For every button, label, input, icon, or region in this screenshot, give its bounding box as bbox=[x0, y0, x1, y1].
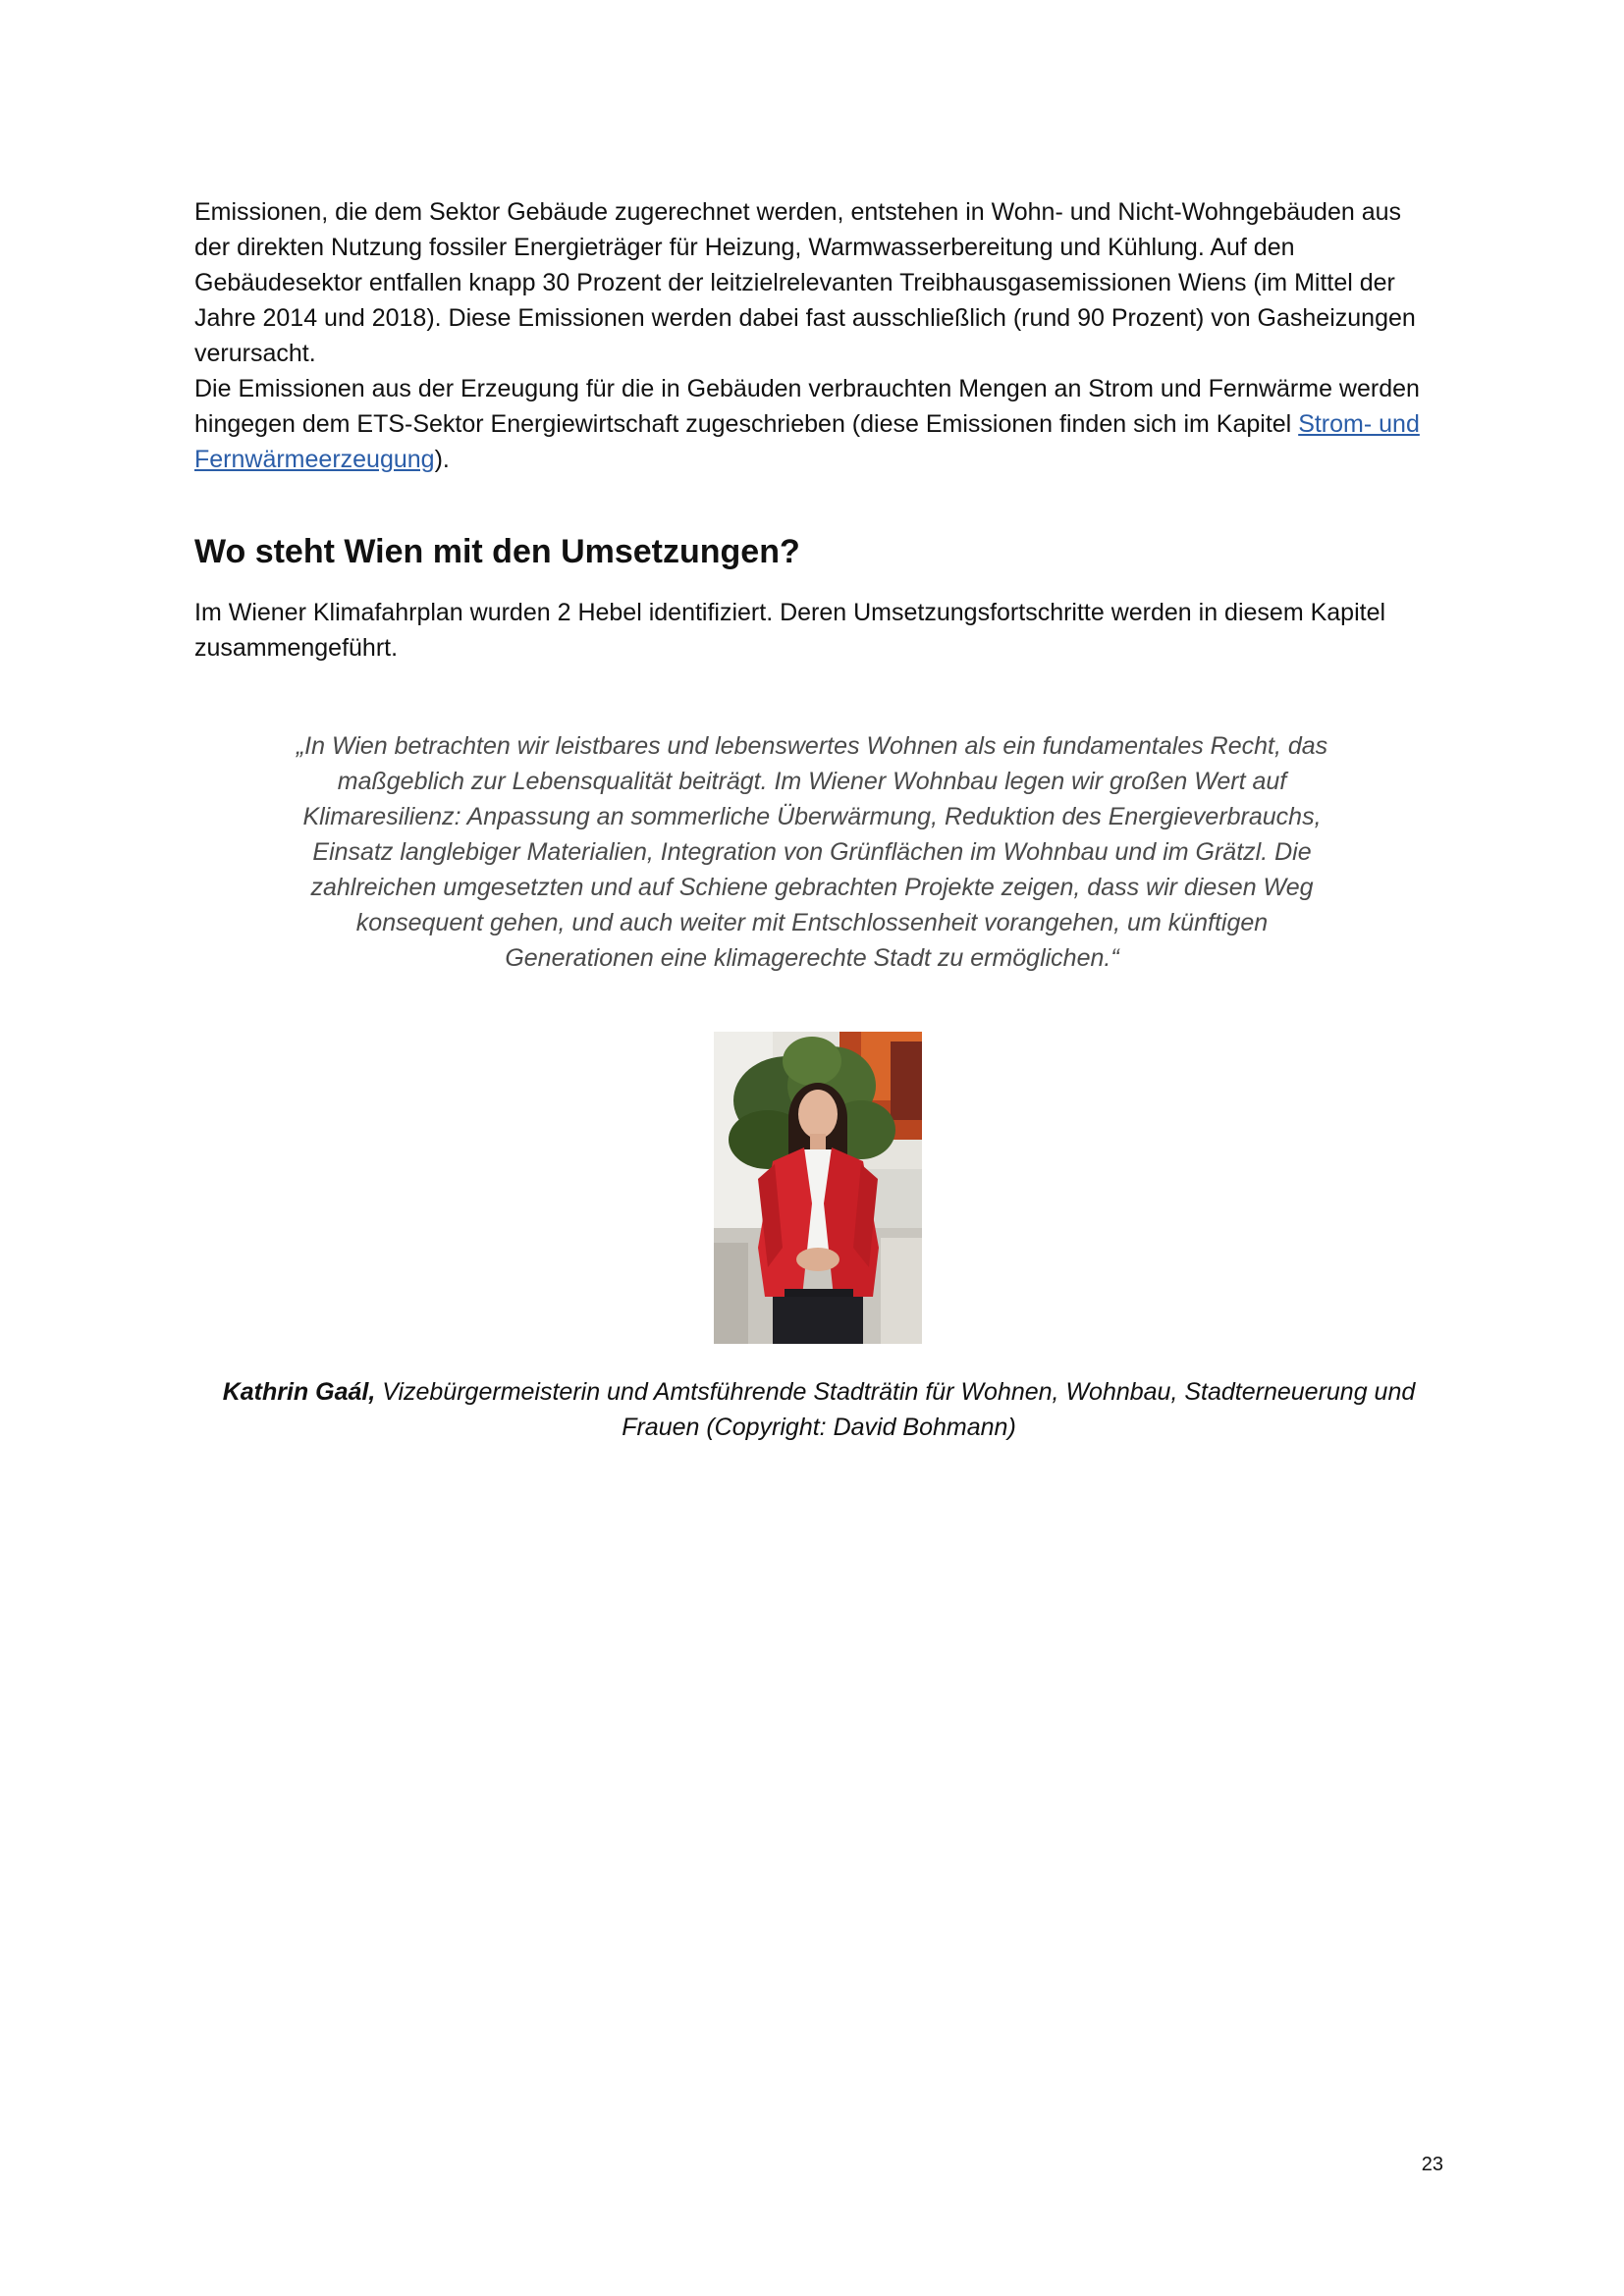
caption-description: Vizebürgermeisterin und Amtsführende Stadträtin für Wohnen, Wohnbau, Stadterneuerung und Frauen (Copyright: David Bohmann) bbox=[375, 1378, 1416, 1441]
paragraph-klimafahrplan: Im Wiener Klimafahrplan wurden 2 Hebel identifiziert. Deren Umsetzungsfortschritte werden in diesem Kapitel zusammengeführt. bbox=[194, 599, 1386, 662]
portrait-photo bbox=[714, 1032, 922, 1344]
paragraph-building-emissions: Emissionen, die dem Sektor Gebäude zugerechnet werden, entstehen in Wohn- und Nicht-Wohngebäuden aus der direkten Nutzung fossiler Energieträger für Heizung, Warmwasserbereitung und Kühlung. Auf den Gebäudesektor entfallen knapp 30 Prozent der leitzielrelevanten Treibhausgasemissionen Wiens (im Mittel der Jahre 2014 und 2018). Diese Emissionen werden dabei fast ausschließlich (rund 90 Prozent) von Gasheizungen verursacht. bbox=[194, 198, 1416, 367]
paragraph-ets-text: Die Emissionen aus der Erzeugung für die in Gebäuden verbrauchten Mengen an Strom und Fernwärme werden hingegen dem ETS-Sektor Energiewirtschaft zugeschrieben (diese Emissionen finden sich im Kapitel bbox=[194, 375, 1420, 438]
link-strom-fernwaermeerzeugung[interactable]: Strom- und Fernwärmeerzeugung bbox=[194, 410, 1420, 473]
caption-name: Kathrin Gaál, bbox=[222, 1378, 376, 1406]
paragraph-ets-text-end: ). bbox=[434, 446, 450, 473]
quote-block: „In Wien betrachten wir leistbares und lebenswertes Wohnen als ein fundamentales Recht, das maßgeblich zur Lebensqualität beiträgt. Im Wiener Wohnbau legen wir großen Wert auf Klimaresilienz: Anpassung an sommerliche Überwärmung, Reduktion des Energieverbrauchs, Einsatz langlebiger Materialien, Integration von Grünflächen im Wohnbau und im Grätzl. Die zahlreichen umgesetzten und auf Schiene gebrachten Projekte zeigen, dass wir diesen Weg konsequent gehen, und auch weiter mit Entschlossenheit vorangehen, um künftigen Generationen eine klimagerechte Stadt zu ermöglichen.“ bbox=[296, 732, 1328, 972]
photo-caption bbox=[194, 1374, 1443, 1445]
paragraph-ets-sector bbox=[194, 371, 1443, 477]
section-heading: Wo steht Wien mit den Umsetzungen? bbox=[194, 533, 800, 570]
page-number: 23 bbox=[1421, 2154, 1443, 2175]
